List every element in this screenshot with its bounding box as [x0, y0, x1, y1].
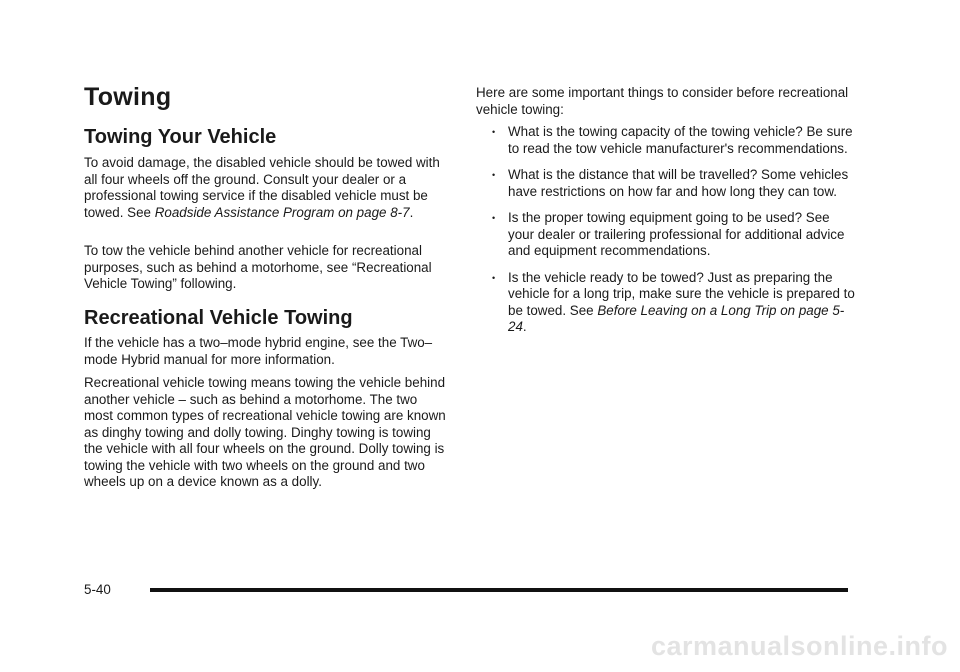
list-item-text: Is the vehicle ready to be towed? Just as preparing the vehicle for a long trip, make sure the vehicle is prepared to be towed. See	[508, 269, 855, 318]
considerations-list	[476, 124, 856, 346]
cross-reference-roadside-assistance[interactable]: Roadside Assistance Program on page 8-7	[154, 204, 410, 220]
list-item	[476, 270, 856, 336]
list-item-text: Is the proper towing equipment going to be used? See your dealer or trailering professional for additional advice and equipment recommendations.	[508, 210, 845, 258]
recreational-towing-paragraph-1: If the vehicle has a two–mode hybrid engine, see the Two–mode Hybrid manual for more information.	[84, 335, 433, 367]
paragraph-text: To avoid damage, the disabled vehicle should be towed with all four wheels off the ground. Consult your dealer or a professional towing service if the disabled vehicle must be towed. See	[84, 155, 440, 220]
list-item	[476, 124, 856, 157]
bullet-icon: •	[492, 127, 496, 137]
bullet-icon: •	[492, 213, 496, 223]
list-item-text: What is the distance that will be travelled? Some vehicles have restrictions on how far and how long they can tow.	[508, 167, 849, 199]
list-item	[476, 167, 856, 200]
towing-your-vehicle-paragraph-2: To tow the vehicle behind another vehicle for recreational purposes, such as behind a motorhome, see “Recreational Vehicle Towing” following.	[84, 243, 432, 291]
considerations-intro: Here are some important things to consider before recreational vehicle towing:	[476, 85, 849, 117]
page-number: 5-40	[84, 582, 111, 597]
list-item	[476, 210, 856, 260]
cross-reference-before-leaving[interactable]: Before Leaving on a Long Trip on page 5-24	[508, 302, 845, 334]
page-title: Towing	[84, 83, 172, 111]
watermark-logo: carmanualsonline.info	[650, 631, 948, 661]
footer-rule	[150, 588, 848, 592]
recreational-towing-paragraph-2: Recreational vehicle towing means towing the vehicle behind another vehicle – such as behind a motorhome. The two most common types of recreational vehicle towing are known as dinghy towing and dolly towing. Dinghy towing is towing the vehicle with all four wheels on the ground. Dolly towing is towing the vehicle with two wheels on the ground and two wheels up on a device known as a dolly.	[84, 375, 446, 489]
paragraph-end: .	[409, 204, 414, 220]
section-heading-recreational-vehicle-towing: Recreational Vehicle Towing	[84, 307, 353, 329]
list-item-end: .	[522, 319, 527, 334]
section-heading-towing-your-vehicle: Towing Your Vehicle	[84, 126, 277, 148]
bullet-icon: •	[492, 272, 496, 283]
towing-your-vehicle-paragraph-1	[84, 155, 446, 221]
list-item-text: What is the towing capacity of the towing vehicle? Be sure to read the tow vehicle manufacturer's recommendations.	[508, 124, 853, 156]
bullet-icon: •	[492, 170, 496, 180]
